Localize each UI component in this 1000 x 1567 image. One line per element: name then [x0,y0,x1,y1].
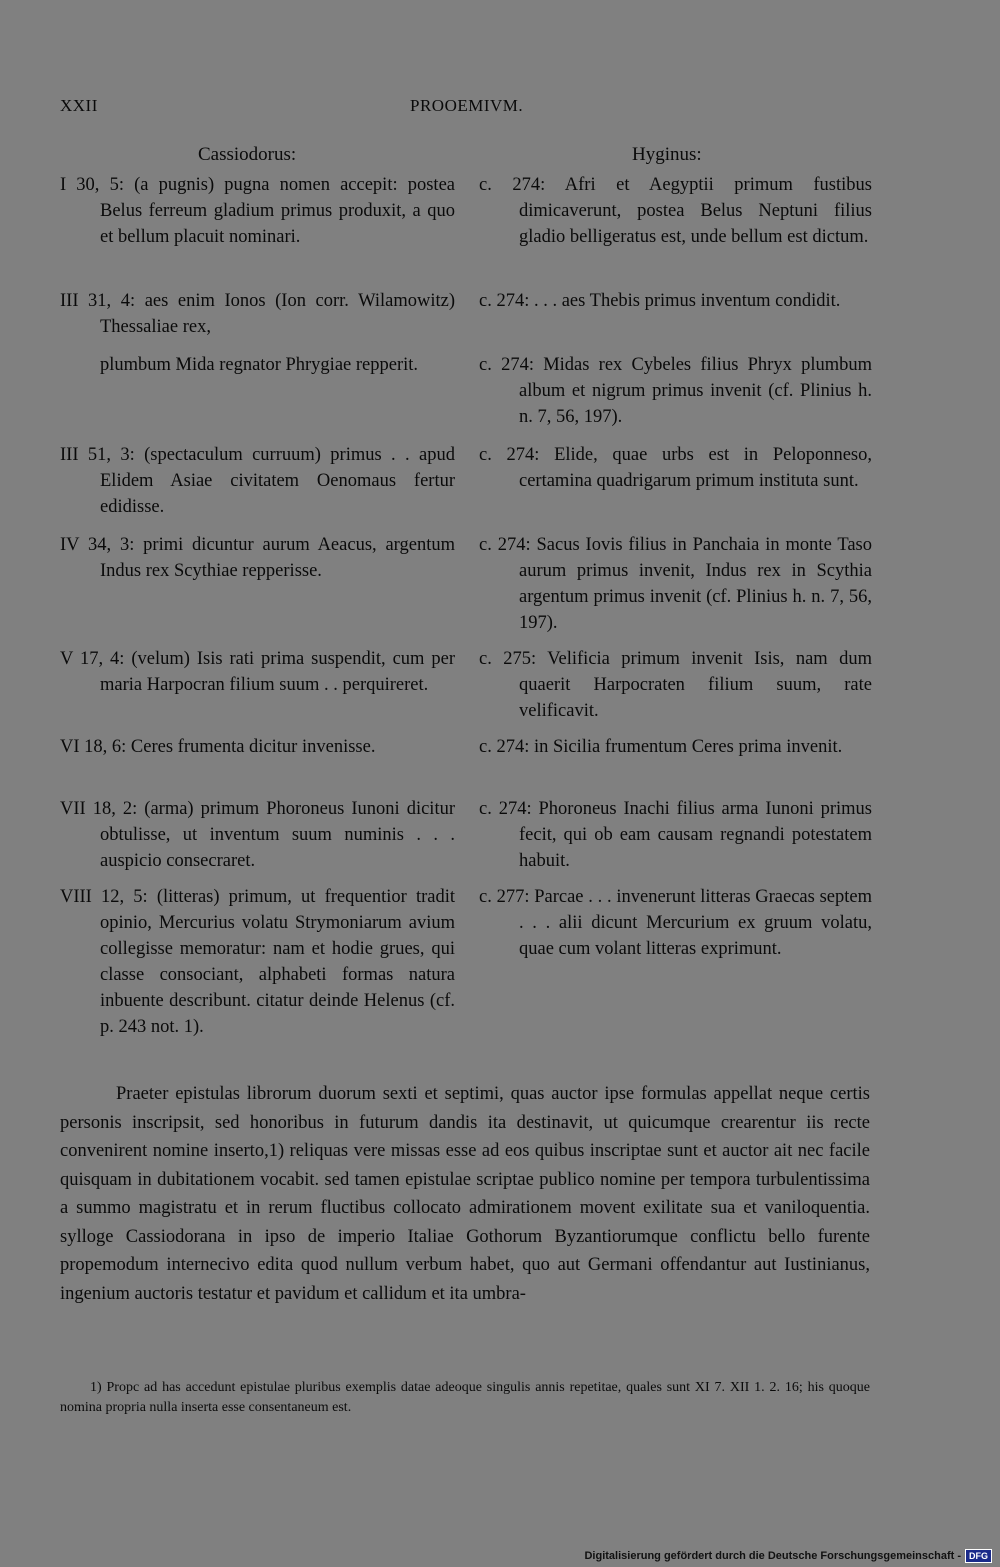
cassiodorus-passage: IV 34, 3: primi dicuntur aurum Aeacus, argentum Indus rex Scythiae repperisse. [60,535,455,581]
hyginus-passage: c. 275: Velificia primum invenit Isis, nam dum quaerit Harpocraten filium suum, rate velificavit. [479,649,872,721]
hyginus-passage: c. 274: Midas rex Cybeles filius Phryx plumbum album et nigrum primus invenit (cf. Plinius h. n. 7, 56, 197). [479,355,872,427]
column-heading-hyginus: Hyginus: [632,144,702,165]
cassiodorus-passage: VI 18, 6: Ceres frumenta dicitur invenisse. [60,737,376,757]
column-heading-cassiodorus: Cassiodorus: [198,144,297,165]
hyginus-passage: c. 274: Afri et Aegyptii primum fustibus dimicaverunt, postea Belus Neptuni filius gladio belligeratus est, unde bellum est dictum. [479,175,872,247]
hyginus-passage: c. 274: Phoroneus Inachi filius arma Iunoni primus fecit, qui ob eam causam regnandi potestatem habuit. [479,799,872,871]
hyginus-passage: c. 274: Sacus Iovis filius in Panchaia in monte Taso aurum primus invenit, Indus rex in Scythia argentum primus invenit (cf. Plinius h. n. 7, 56, 197). [479,535,872,633]
passage-row [60,734,872,796]
digitization-credit [584,1549,992,1563]
cassiodorus-passage: plumbum Mida regnator Phrygiae repperit. [100,355,419,375]
dfg-logo: DFG [965,1549,992,1563]
cassiodorus-passage: VIII 12, 5: (litteras) primum, ut frequentior tradit opinio, Mercurius volatu Strymoniarum avium collegisse memoratur: nam et hodie grues, qui classe consociant, alphabeti formas natura inbuente describunt. citatur deinde Helenus (cf. p. 243 not. 1). [60,887,455,1037]
footnote: 1) Propc ad has accedunt epistulae pluribus exemplis datae adeoque singulis annis repetitae, quales sunt XI 7. XII 1. 2. 16; his quoque nomina propria nulla inserta esse consentaneum est. [60,1380,870,1415]
body-paragraph: Praeter epistulas librorum duorum sexti et septimi, quas auctor ipse formulas appellat neque certis personis inscripsit, sed honoribus in futurum dandis ita destinavit, ut quicumque crearentur iis recte convenirent nomine inserto,1) reliquas vere missas esse ad eos quibus inscriptae sunt et auctor ait nec facile quisquam in dubitationem vocabit. sed tamen epistulae scriptae publico nomine per tempora turbulentissima a summo magistratu et in rerum fluctibus collocato admirationem movent exilitate sua et vaniloquentia. sylloge Cassiodorana in ipso de imperio Italiae Gothorum Byzantiorumque conflictu bello furente propemodum internecivo edita quod nullum verbum habet, quo aut Germani offendantur aut Iustinianus, ingenium auctoris testatur et pavidum et callidum et ita umbra- [60,1084,870,1304]
running-title: PROOEMIVM. [410,96,524,115]
passage-row [60,532,872,646]
passage-row [60,352,872,442]
passage-row [60,288,872,352]
cassiodorus-passage: III 51, 3: (spectaculum curruum) primus . . apud Elidem Asiae civitatem Oenomaus fertur edidisse. [60,445,455,517]
cassiodorus-passage: VII 18, 2: (arma) primum Phoroneus Iunoni dicitur obtulisse, ut inventum suum numinis . . . auspicio consecraret. [60,799,455,871]
cassiodorus-passage: I 30, 5: (a pugnis) pugna nomen accepit: postea Belus ferreum gladium primus produxit, a quo et bellum placuit nominari. [60,175,455,247]
passage-row [60,442,872,532]
credit-text: Digitalisierung gefördert durch die Deutsche Forschungsgemeinschaft - [584,1550,961,1562]
passage-row [60,884,872,1070]
hyginus-passage: c. 274: . . . aes Thebis primus inventum condidit. [479,291,841,311]
parallel-passages [60,172,872,1070]
hyginus-passage: c. 274: Elide, quae urbs est in Peloponneso, certamina quadrigarum primum instituta sunt. [479,445,872,491]
passage-row [60,646,872,734]
passage-row [60,796,872,884]
passage-row [60,172,872,288]
cassiodorus-passage: V 17, 4: (velum) Isis rati prima suspendit, cum per maria Harpocran filium suum . . perquireret. [60,649,455,695]
hyginus-passage: c. 274: in Sicilia frumentum Ceres prima invenit. [479,737,843,757]
hyginus-passage: c. 277: Parcae . . . invenerunt litteras Graecas septem . . . alii dicunt Mercurium ex gruum volatu, quae cum volant litteras exprimunt. [479,887,872,959]
page-number: XXII [60,96,98,115]
cassiodorus-passage: III 31, 4: aes enim Ionos (Ion corr. Wilamowitz) Thessaliae rex, [60,291,455,337]
